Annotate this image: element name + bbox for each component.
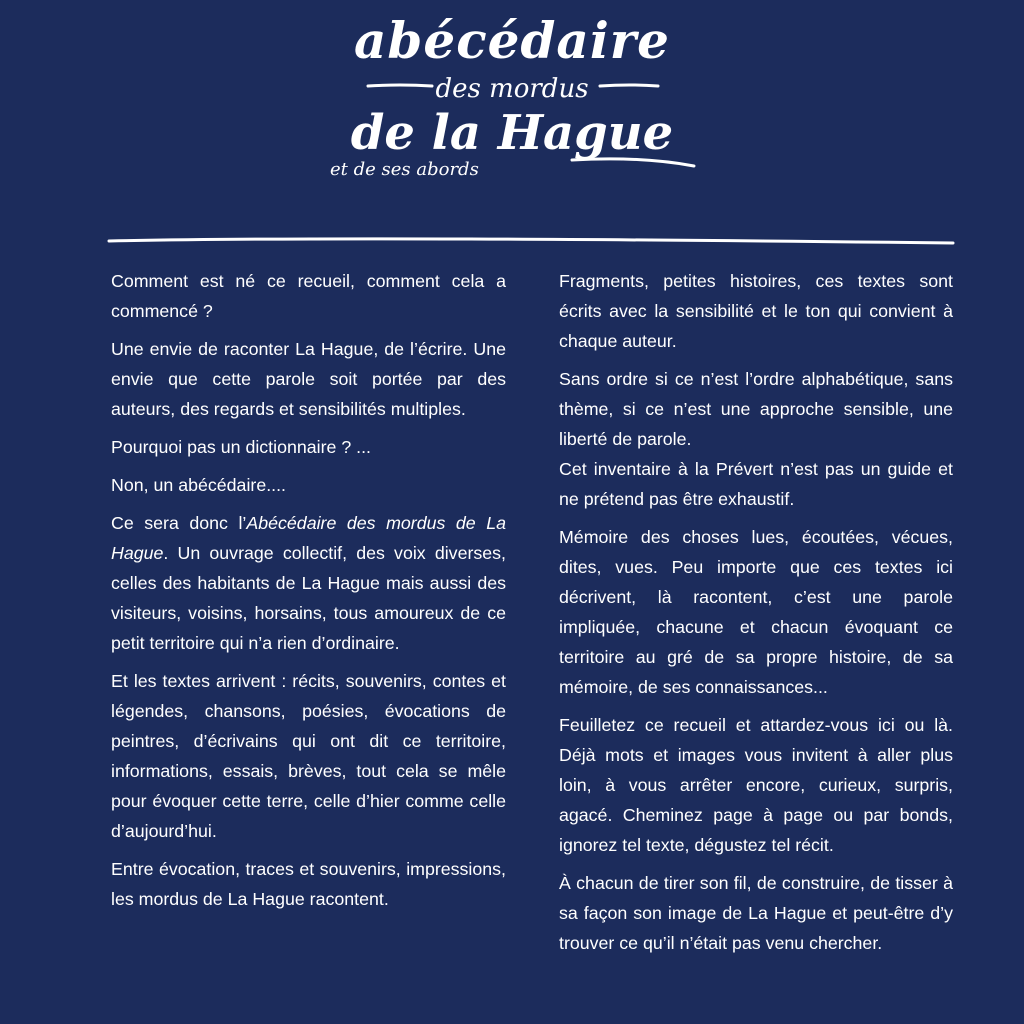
left-paragraph-2: Une envie de raconter La Hague, de l’écrire. Une envie que cette parole soit portée par des auteurs, des regards et sensibilités multiples. — [111, 339, 506, 419]
left-paragraph-6: Et les textes arrivent : récits, souvenirs, contes et légendes, chansons, poésies, évocations de peintres, d’écrivains qui ont dit ce territoire, informations, essais, brèves, tout cela se mêle pour évoquer cette terre, celle d’hier comme celle d’aujourd’hui. — [111, 671, 506, 841]
left-paragraph-5 — [111, 508, 506, 658]
book-title — [0, 10, 1024, 190]
right-paragraph-3: Cet inventaire à la Prévert n’est pas un guide et ne prétend pas être exhaustif. — [559, 459, 953, 509]
left-paragraph-5-start: Ce sera donc l’ — [111, 513, 247, 533]
book-title-italic: Abécédaire des mordus de La Hague — [111, 513, 506, 563]
left-column — [111, 266, 506, 922]
right-paragraph-4: Mémoire des choses lues, écoutées, vécues, dites, vues. Peu importe que ces textes ici décrivent, là racontent, c’est une parole impliquée, chacune et chacun évoquant ce territoire au gré de sa propre histoire, de sa mémoire, de ses connaissances... — [559, 527, 953, 697]
title-line-4: et de ses abords — [330, 159, 479, 180]
separator-wave — [109, 239, 953, 243]
right-paragraph-2: Sans ordre si ce n’est l’ordre alphabétique, sans thème, si ce n’est une approche sensible, une liberté de parole. — [559, 369, 953, 449]
title-line-2: des mordus — [435, 74, 589, 104]
right-paragraph-5: Feuilletez ce recueil et attardez-vous ici ou là. Déjà mots et images vous invitent à aller plus loin, à vous arrêter encore, curieux, surpris, agacé. Cheminez page à page ou par bonds, ignorez tel texte, dégustez tel récit. — [559, 715, 953, 855]
right-column — [559, 266, 953, 966]
title-line-1: abécédaire — [354, 11, 670, 70]
left-paragraph-3: Pourquoi pas un dictionnaire ? ... — [111, 437, 371, 457]
left-paragraph-7: Entre évocation, traces et souvenirs, impressions, les mordus de La Hague racontent. — [111, 859, 506, 909]
title-line-3: de la Hague — [350, 105, 674, 161]
left-paragraph-4: Non, un abécédaire.... — [111, 475, 286, 495]
right-paragraph-1: Fragments, petites histoires, ces textes sont écrits avec la sensibilité et le ton qui convient à chaque auteur. — [559, 271, 953, 351]
left-paragraph-1: Comment est né ce recueil, comment cela a commencé ? — [111, 271, 506, 321]
left-paragraph-5-end: . Un ouvrage collectif, des voix diverses, celles des habitants de La Hague mais aussi des visiteurs, voisins, horsains, tous amoureux de ce petit territoire qui n’a rien d’ordinaire. — [111, 543, 506, 653]
right-paragraph-6: À chacun de tirer son fil, de construire, de tisser à sa façon son image de La Hague et peut-être d’y trouver ce qu’il n’était pas venu chercher. — [559, 873, 953, 953]
